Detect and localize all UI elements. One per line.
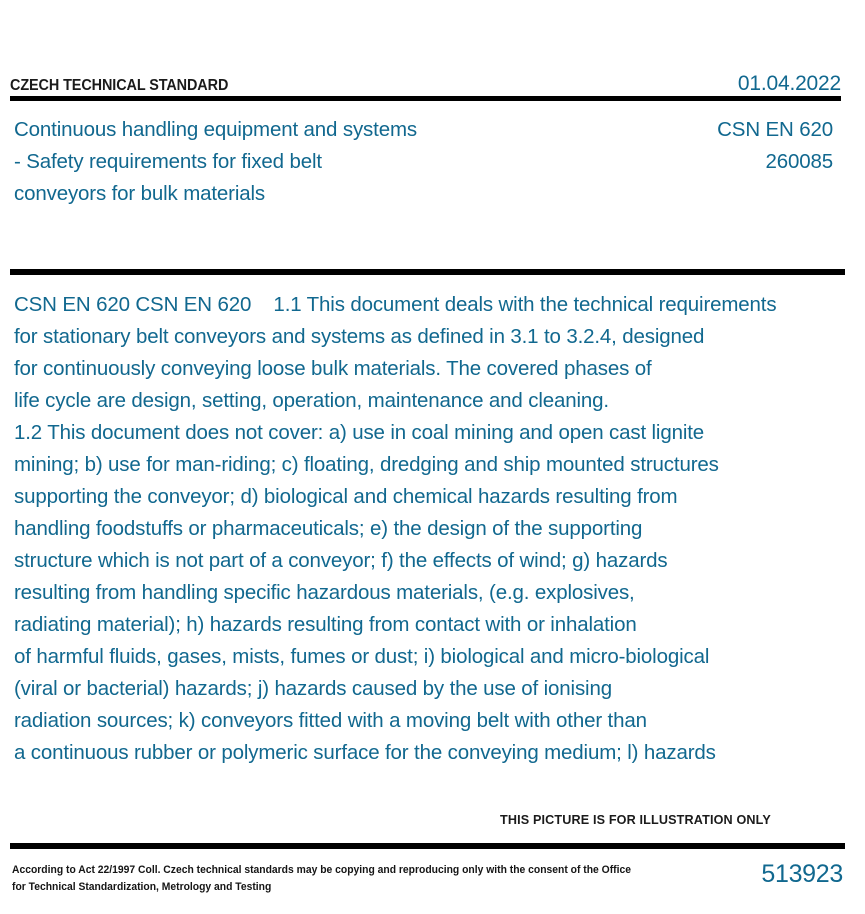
copyright-note: [12, 862, 631, 896]
body-line: radiation sources; k) conveyors fitted with a moving belt with other than: [14, 709, 647, 732]
body-line: (viral or bacterial) hazards; j) hazards caused by the use of ionising: [14, 677, 612, 700]
classification-code: 260085: [765, 150, 833, 173]
document-header: [10, 72, 841, 96]
scope-text-block: [14, 289, 854, 769]
title-line: Continuous handling equipment and systems: [14, 118, 417, 141]
body-line: a continuous rubber or polymeric surface for the conveying medium; l) hazards: [14, 741, 716, 764]
header-divider-rule: [10, 96, 841, 101]
title-line: conveyors for bulk materials: [14, 182, 266, 205]
copyright-line: According to Act 22/1997 Coll. Czech technical standards may be copying and reproducing only with the consent of the Office: [12, 864, 631, 876]
title-line: - Safety requirements for fixed belt: [14, 150, 322, 173]
catalogue-number: 513923: [761, 860, 843, 888]
standard-title: [14, 114, 634, 210]
standard-code-block: [717, 114, 833, 178]
illustration-notice: THIS PICTURE IS FOR ILLUSTRATION ONLY: [500, 812, 771, 827]
body-line: resulting from handling specific hazardous materials, (e.g. explosives,: [14, 581, 635, 604]
standard-designation: CSN EN 620: [717, 118, 833, 141]
body-line: supporting the conveyor; d) biological and chemical hazards resulting from: [14, 485, 678, 508]
publication-date: 01.04.2022: [737, 72, 841, 95]
body-divider-rule: [10, 269, 845, 275]
copyright-line: for Technical Standardization, Metrology and Testing: [12, 881, 272, 893]
body-line: structure which is not part of a conveyor; f) the effects of wind; g) hazards: [14, 549, 668, 572]
body-line: 1.2 This document does not cover: a) use in coal mining and open cast lignite: [14, 421, 705, 444]
body-line: CSN EN 620 CSN EN 620 1.1 This document deals with the technical requirements: [14, 293, 777, 316]
body-line: of harmful fluids, gases, mists, fumes or dust; i) biological and micro-biological: [14, 645, 710, 668]
body-line: handling foodstuffs or pharmaceuticals; e) the design of the supporting: [14, 517, 643, 540]
body-line: mining; b) use for man-riding; c) floating, dredging and ship mounted structures: [14, 453, 719, 476]
footer-divider-rule: [10, 843, 845, 849]
body-line: for stationary belt conveyors and systems as defined in 3.1 to 3.2.4, designed: [14, 325, 705, 348]
body-line: for continuously conveying loose bulk materials. The covered phases of: [14, 357, 652, 380]
body-line: radiating material); h) hazards resulting from contact with or inhalation: [14, 613, 637, 636]
standard-type-label: CZECH TECHNICAL STANDARD: [10, 77, 229, 94]
body-line: life cycle are design, setting, operation, maintenance and cleaning.: [14, 389, 609, 412]
